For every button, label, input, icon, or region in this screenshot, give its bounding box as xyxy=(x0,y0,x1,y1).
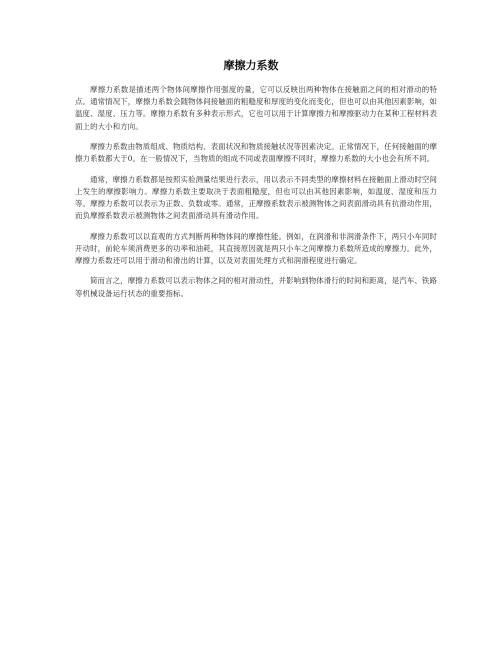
paragraph-2: 摩擦力系数由物质组成、物质结构、表面状况和物质接触状况等因素决定。正常情况下，任何接触面的摩擦力系数都大于0。在一般情况下，当物质的组成不同或表面摩擦不同时，摩擦力系数的大小也会有所不同。 xyxy=(75,142,437,164)
paragraph-1: 摩擦力系数是描述两个物体间摩擦作用强度的量，它可以反映出两种物体在接触面之间的相对滑动的特点。通常情况下，摩擦力系数会随物体间接触面的粗糙度和厚度的变化而变化，但也可以由其他因素影响，如温度、湿度、压力等。摩擦力系数有多种表示形式，它也可以用于计算摩擦力和摩擦驱动力在某种工程材料表面上的大小和方向。 xyxy=(75,85,437,131)
document-body xyxy=(75,84,437,308)
paragraph-5: 简而言之，摩擦力系数可以表示物体之间的相对滑动性，并影响到物体滑行的时间和距离，是汽车、铁路等机械设备运行状态的重要指标。 xyxy=(75,276,437,298)
paragraph-3: 通常，摩擦力系数都是按照实验测量结果进行表示，用以表示不同类型的摩擦材料在接触面上滑动时空间上发生的摩擦影响力。摩擦力系数主要取决于表面粗糙度，但也可以由其他因素影响，如温度、湿度和压力等。摩擦力系数可以表示为正数、负数或零。通常，正摩擦系数表示被测物体之间表面滑动具有抗滑动作用，而负摩擦系数表示被测物体之间表面滑动具有滑动作用。 xyxy=(75,174,437,221)
document-title: 摩擦力系数 xyxy=(223,59,279,72)
paragraph-4: 摩擦力系数可以以直观的方式判断两种物体间的摩擦性能。例如，在润滑和非润滑条件下，两只小车同时开动时，前轮车须消费更多的功率和油耗，其直接原因就是两只小车之间摩擦力系数所造成的摩擦力。此外，摩擦力系数还可以用于滑动和滑出的计算，以及对表面处理方式和润滑程度进行确定。 xyxy=(75,231,437,265)
